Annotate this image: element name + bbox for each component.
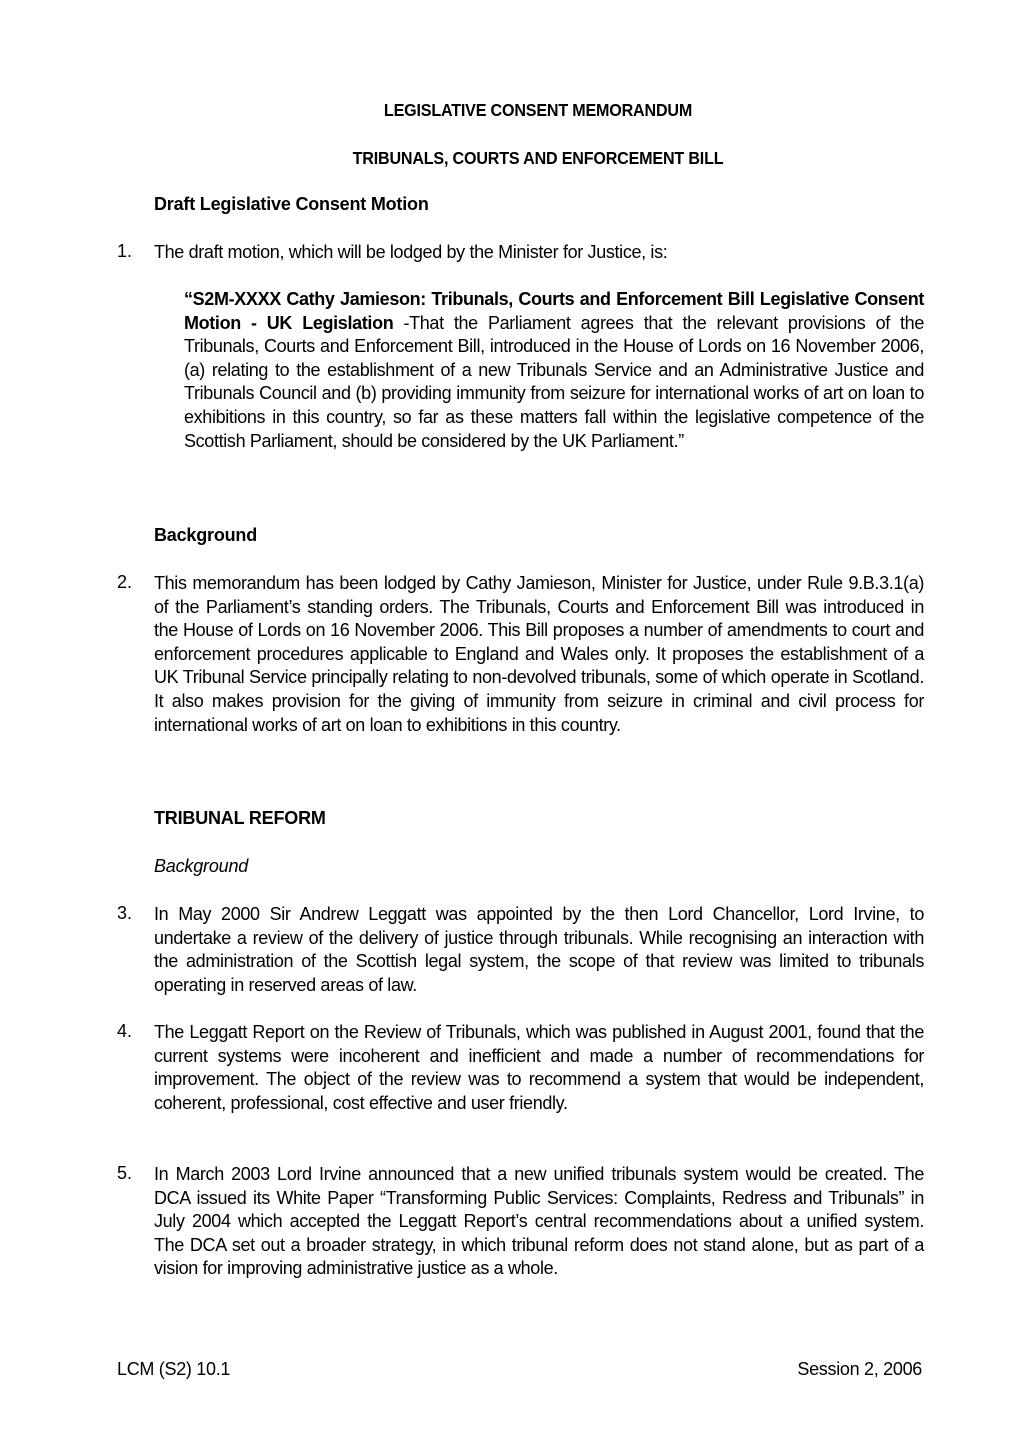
document-title: LEGISLATIVE CONSENT MEMORANDUM (383, 100, 693, 120)
document-subtitle: TRIBUNALS, COURTS AND ENFORCEMENT BILL (352, 148, 724, 168)
section-heading-tribunal-reform: TRIBUNAL REFORM (154, 808, 326, 828)
section-heading-draft-motion: Draft Legislative Consent Motion (154, 194, 429, 214)
paragraph-number: 2. (117, 572, 133, 592)
paragraph-1: The draft motion, which will be lodged by the Minister for Justice, is: (154, 242, 668, 262)
subsection-heading-background: Background (154, 856, 249, 876)
paragraph-5: In March 2003 Lord Irvine announced that a new unified tribunals system would be created. The DCA issued its White Paper “Transforming Public Services: Complaints, Redress and Tribunals” in July 2004 which accepted the Leggatt Report’s central recommendations about a unified system. The DCA set out a broader strategy, in which tribunal reform does not stand alone, but as part of a vision for improving administrative justice as a whole. (154, 1164, 924, 1279)
motion-title: “S2M-XXXX Cathy Jamieson: Tribunals, Courts and Enforcement Bill Legislative Consent Motion - UK Legislation (184, 289, 924, 333)
footer-reference: LCM (S2) 10.1 (117, 1359, 231, 1379)
paragraph-3: In May 2000 Sir Andrew Leggatt was appointed by the then Lord Chancellor, Lord Irvine, to undertake a review of the delivery of justice through tribunals. While recognising an interaction with the administration of the Scottish legal system, the scope of that review was limited to tribunals operating in reserved areas of law. (154, 904, 924, 995)
paragraph-number: 1. (117, 241, 133, 261)
paragraph-number: 3. (117, 903, 133, 923)
section-heading-background: Background (154, 525, 258, 545)
motion-body: -That the Parliament agrees that the relevant provisions of the Tribunals, Courts and Enforcement Bill, introduced in the House of Lords on 16 November 2006, (a) relating to the establishment of a new Tribunals Service and an Administrative Justice and Tribunals Council and (b) providing immunity from seizure for international works of art on loan to exhibitions in this country, so far as these matters fall within the legislative competence of the Scottish Parliament, should be considered by the UK Parliament.” (184, 312, 924, 451)
paragraph-number: 5. (117, 1163, 133, 1183)
paragraph-2: This memorandum has been lodged by Cathy Jamieson, Minister for Justice, under Rule 9.B.3.1(a) of the Parliament’s standing orders. The Tribunals, Courts and Enforcement Bill was introduced in the House of Lords on 16 November 2006. This Bill proposes a number of amendments to court and enforcement procedures applicable to England and Wales only. It proposes the establishment of a UK Tribunal Service principally relating to non-devolved tribunals, some of which operate in Scotland. It also makes provision for the giving of immunity from seizure in criminal and civil process for international works of art on loan to exhibitions in this country. (154, 573, 924, 735)
paragraph-4: The Leggatt Report on the Review of Tribunals, which was published in August 2001, found that the current systems were incoherent and inefficient and made a number of recommendations for improvement. The object of the review was to recommend a system that would be independent, coherent, professional, cost effective and user friendly. (154, 1022, 924, 1113)
paragraph-number: 4. (117, 1021, 133, 1041)
footer-session: Session 2, 2006 (797, 1359, 922, 1379)
motion-text (184, 288, 924, 453)
